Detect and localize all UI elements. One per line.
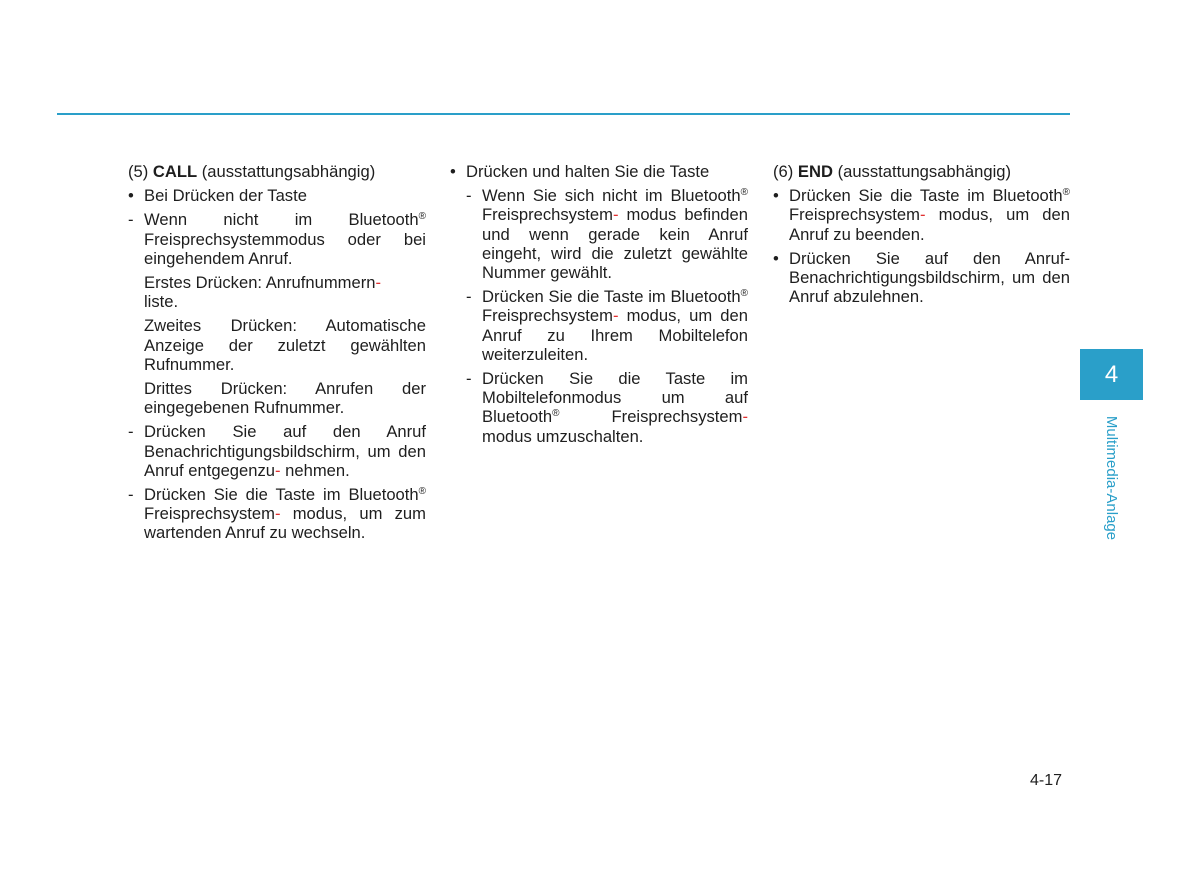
hyphen-mark: - [275,460,281,480]
dash-item [128,485,426,543]
dash-marker: - [128,422,134,442]
bullet-item [450,162,748,181]
dash-item [466,287,748,364]
dash-marker: - [466,186,472,206]
chapter-side-label: Multimedia-Anlage [1103,415,1120,541]
dash-marker: - [128,485,134,505]
page-number: 4-17 [1030,772,1063,789]
bullet-text: Drücken und halten Sie die Taste [466,162,710,181]
bullet-text: Drücken Sie auf den Anruf-Benachrichtigungsbildschirm, um den Anruf abzulehnen. [789,248,1070,307]
dash-text: Drücken Sie die Taste im Bluetooth® Freisprechsystem- modus, um zum wartenden Anruf zu wechseln. [144,485,426,543]
bullet-item [773,186,1070,244]
dash-marker: - [466,369,472,389]
bullet-marker: • [128,186,134,206]
heading-note: (ausstattungsabhängig) [837,162,1012,181]
column-3 [773,162,1070,311]
registered-mark: ® [740,187,748,199]
dash-text: Wenn Sie sich nicht im Bluetooth® Freisprechsystem- modus befinden und wenn gerade kein Anruf eingeht, wird die zuletzt gewählte Nummer gewählt. [482,186,748,283]
column-2 [450,162,748,451]
paragraph: Zweites Drücken: Automatische Anzeige der zuletzt gewählten Rufnummer. [144,316,426,374]
paragraph: Drittes Drücken: Anrufen der eingegebenen Rufnummer. [144,379,426,418]
hyphen-mark: - [612,205,619,225]
bullet-item [773,249,1070,307]
header-rule [57,113,1070,115]
dash-text: Drücken Sie auf den Anruf Benachrichtigungsbildschirm, um den Anruf entgegenzu- nehmen. [144,422,426,480]
paragraph: Erstes Drücken: Anrufnummern- liste. [144,273,382,312]
heading-number: (5) [128,162,149,181]
registered-mark: ® [418,486,426,498]
dash-text: Wenn nicht im Bluetooth® Freisprechsystemmodus oder bei eingehendem Anruf. [144,210,426,268]
section-heading-call [128,162,426,181]
heading-keyword: CALL [152,162,198,181]
bullet-marker: • [450,162,456,181]
bullet-text: Bei Drücken der Taste [144,186,307,206]
dash-item [128,210,426,417]
heading-number: (6) [773,162,794,181]
hyphen-mark: - [742,407,748,427]
dash-item [128,422,426,480]
section-heading-end [773,162,1070,181]
registered-mark: ® [552,408,560,420]
dash-marker: - [128,210,134,230]
dash-marker: - [466,287,472,307]
bullet-marker: • [773,186,779,206]
registered-mark: ® [740,288,748,300]
hyphen-mark: - [274,504,281,524]
hyphen-mark: - [375,273,382,293]
hyphen-mark: - [919,205,926,225]
dash-item [466,369,748,446]
bullet-item [128,186,426,205]
dash-item [466,186,748,282]
hyphen-mark: - [612,306,619,326]
bullet-text: Drücken Sie die Taste im Bluetooth® Freisprechsystem- modus, um den Anruf zu beenden. [789,186,1070,244]
column-1 [128,162,426,548]
dash-text: Drücken Sie die Taste im Mobiltelefonmodus um auf Bluetooth® Freisprechsystem- modus umzuschalten. [482,369,748,446]
dash-text: Drücken Sie die Taste im Bluetooth® Freisprechsystem- modus, um den Anruf zu Ihrem Mobiltelefon weiterzuleiten. [482,287,748,364]
heading-note: (ausstattungsabhängig) [201,162,376,181]
registered-mark: ® [418,211,426,223]
bullet-marker: • [773,248,779,268]
heading-keyword: END [797,162,833,181]
registered-mark: ® [1062,187,1070,199]
chapter-tab: 4 [1080,349,1143,400]
